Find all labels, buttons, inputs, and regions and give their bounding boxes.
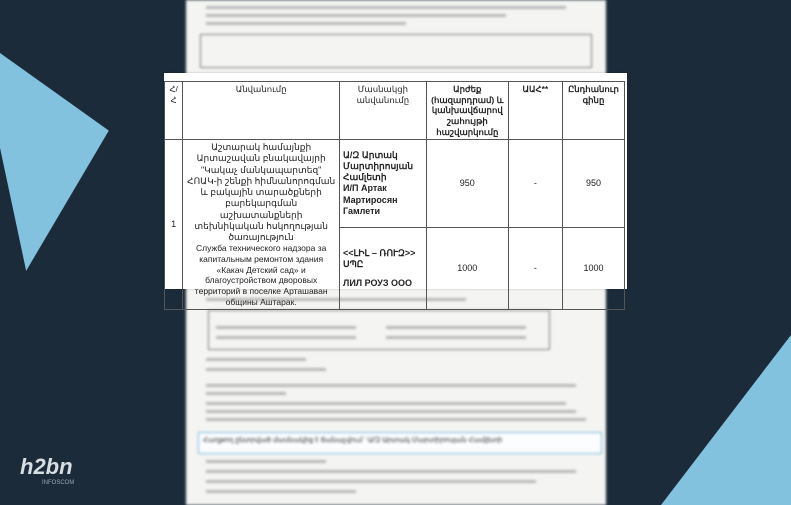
header-name: Անվանումը: [183, 82, 340, 140]
decorative-triangle-left: [0, 13, 134, 271]
logo-text: h2bn: [20, 454, 73, 479]
bidder-1-value: 950: [426, 140, 508, 228]
bidder-1-name-ru: И/П Артак Мартиросян Гамлети: [343, 183, 398, 216]
logo-subtext: INFOSCOM: [42, 480, 75, 486]
header-value: Արժեք (հազարդրամ) և կանխավճարով շահույթի հաշվարկումը: [426, 82, 508, 140]
bid-table-card: [164, 73, 627, 307]
table-row: [165, 140, 625, 228]
lot-name-cell: [183, 140, 340, 310]
decorative-triangle-right: [661, 335, 791, 505]
bidder-2-vat: -: [508, 227, 562, 309]
site-logo: [18, 452, 104, 488]
bidder-2-name-ru: ЛИЛ РОУЗ ООО: [343, 278, 412, 289]
header-total: Ընդհանուր գինը: [562, 82, 624, 140]
bidder-2-name: <<ԼԻԼ – ՌՈՒԶ>> ՍՊԸ: [343, 247, 416, 269]
header-participant: Մասնակցի անվանումը: [340, 82, 427, 140]
bid-table: [164, 81, 625, 310]
table-header-row: [165, 82, 625, 140]
bidder-2-name-cell: [340, 227, 427, 309]
bidder-1-name-cell: [340, 140, 427, 228]
bidder-2-value: 1000: [426, 227, 508, 309]
bidder-1-total: 950: [562, 140, 624, 228]
bidder-1-name: Ա/Զ Արտակ Մարտիրոսյան Համլետի: [343, 149, 414, 183]
highlighted-sentence: [198, 432, 602, 454]
lot-name-russian: Служба технического надзора за капитальным ремонтом здания «Какач Детский сад» и благоустройством дворовых территорий в поселке Арташаван общины Аштарак.: [194, 243, 328, 307]
header-num: Հ/Հ: [165, 82, 183, 140]
highlight-text: Հաղթող ընտրված մասնակից է ճանաչվում ' Ա/Զ Արտակ Մարտիրոսյան Համլետի: [203, 437, 503, 444]
bidder-1-vat: -: [508, 140, 562, 228]
header-vat: ԱԱՀ**: [508, 82, 562, 140]
bidder-2-total: 1000: [562, 227, 624, 309]
row-number: 1: [165, 140, 183, 310]
lot-name-armenian: Աշտարակ համայնքի Արտաշավան բնակավայրի "Կակաչ մանկապարտեզ" ՀՈԱԿ-ի շենքի հիմնանորոգման և բակային տարածքների բարեկարգման աշխատանքների տեխնիկական հսկողության ծառայություն: [187, 142, 336, 243]
